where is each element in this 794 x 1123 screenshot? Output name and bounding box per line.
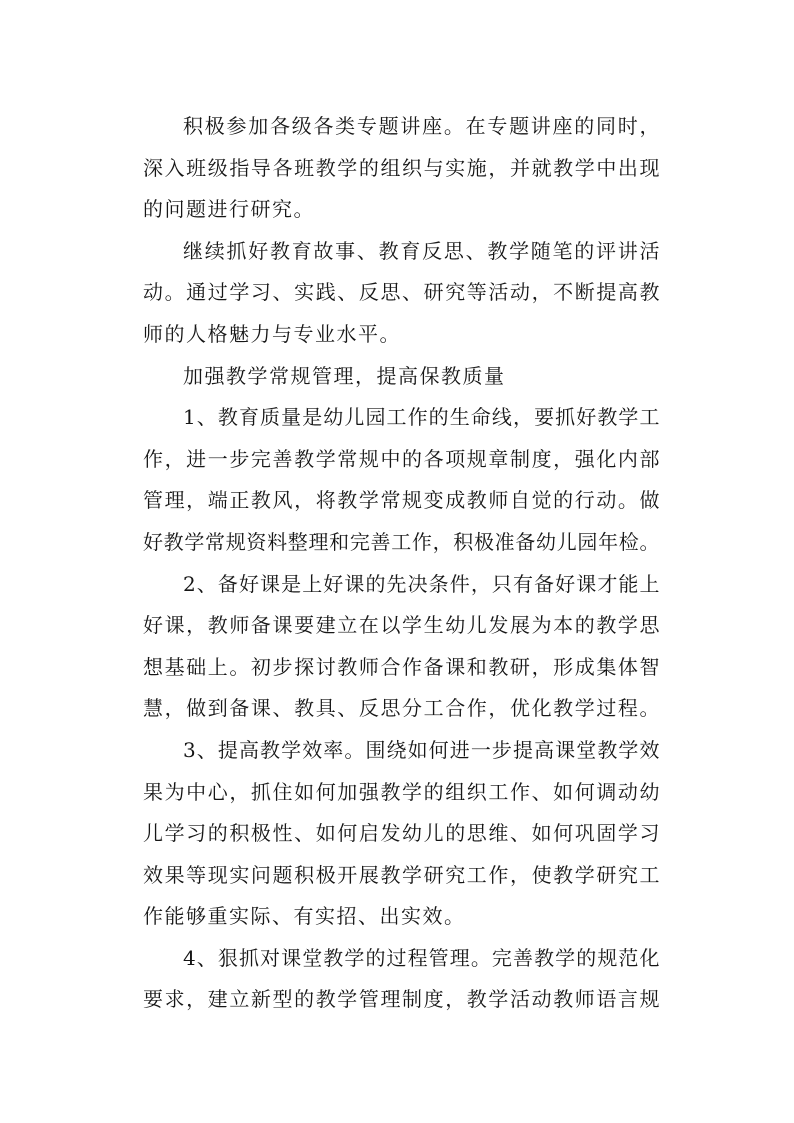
text-line: 儿学习的积极性、如何启发幼儿的思维、如何巩固学习 bbox=[143, 821, 660, 846]
text-line: 作能够重实际、有实招、出实效。 bbox=[143, 904, 466, 929]
text-line: 1、教育质量是幼儿园工作的生命线，要抓好教学工 bbox=[183, 405, 660, 430]
text-line: 3、提高教学效率。围绕如何进一步提高课堂教学效 bbox=[183, 737, 660, 762]
heading-line: 加强教学常规管理，提高保教质量 bbox=[183, 363, 506, 388]
text-line: 2、备好课是上好课的先决条件，只有备好课才能上 bbox=[183, 571, 660, 596]
section-heading bbox=[143, 356, 660, 398]
text-line: 4、狠抓对课堂教学的过程管理。完善教学的规范化 bbox=[183, 945, 660, 970]
text-line: 要求，建立新型的教学管理制度，教学活动教师语言规 bbox=[143, 987, 660, 1012]
paragraph-stories bbox=[143, 231, 660, 356]
text-line: 作，进一步完善教学常规中的各项规章制度，强化内部 bbox=[143, 446, 660, 471]
text-line: 管理，端正教风，将教学常规变成教师自觉的行动。做 bbox=[143, 488, 660, 513]
text-line: 积极参加各级各类专题讲座。在专题讲座的同时， bbox=[183, 114, 660, 138]
text-line: 好教学常规资料整理和完善工作，积极准备幼儿园年检。 bbox=[143, 529, 660, 554]
paragraph-item-4 bbox=[143, 938, 660, 1021]
text-line: 慧，做到备课、教具、反思分工合作，优化教学过程。 bbox=[143, 696, 660, 721]
text-line: 继续抓好教育故事、教育反思、教学随笔的评讲活 bbox=[183, 238, 660, 263]
paragraph-lectures bbox=[143, 106, 660, 231]
text-line: 果为中心，抓住如何加强教学的组织工作、如何调动幼 bbox=[143, 779, 660, 804]
text-line: 深入班级指导各班教学的组织与实施，并就教学中出现 bbox=[143, 155, 660, 180]
text-line: 师的人格魅力与专业水平。 bbox=[143, 321, 401, 346]
paragraph-item-3 bbox=[143, 730, 660, 938]
paragraph-item-1 bbox=[143, 397, 660, 563]
text-line: 动。通过学习、实践、反思、研究等活动，不断提高教 bbox=[143, 280, 660, 305]
document-body bbox=[143, 106, 660, 1021]
text-line: 好课，教师备课要建立在以学生幼儿发展为本的教学思 bbox=[143, 613, 660, 638]
text-line: 效果等现实问题积极开展教学研究工作，使教学研究工 bbox=[143, 862, 660, 887]
text-line: 的问题进行研究。 bbox=[143, 197, 315, 222]
paragraph-item-2 bbox=[143, 564, 660, 730]
text-line: 想基础上。初步探讨教师合作备课和教研，形成集体智 bbox=[143, 654, 660, 679]
